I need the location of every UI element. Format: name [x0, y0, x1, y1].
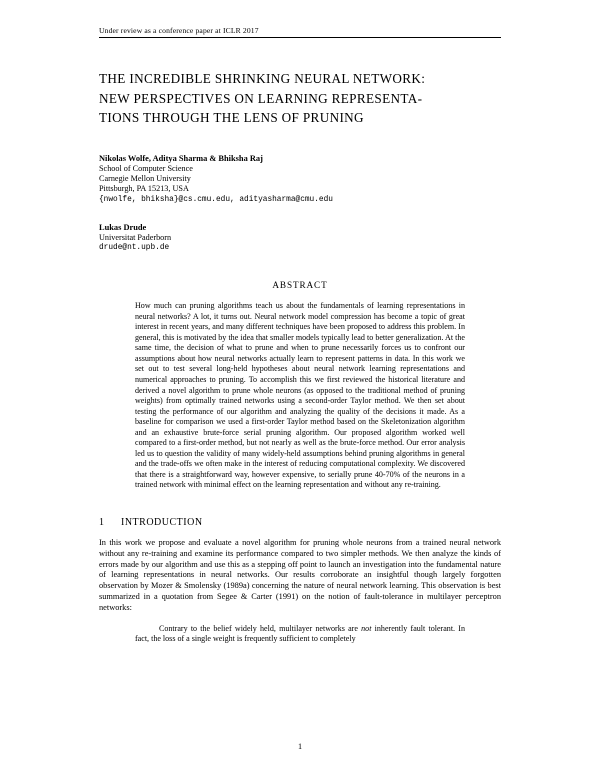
section-number: 1 — [99, 516, 105, 528]
author-affiliation-1-line-3: Pittsburgh, PA 15213, USA — [99, 184, 189, 194]
author-list — [99, 153, 501, 255]
title-line-2-text: NEW PERSPECTIVES ON LEARNING REPRESENTA- — [99, 90, 423, 106]
section-heading-introduction — [99, 517, 501, 528]
quote-text-part2: inherently fault tolerant. In fact, the loss of a single weight is frequently sufficient to completely — [135, 623, 465, 644]
author-emails-1: {nwolfe, bhiksha}@cs.cmu.edu, adityasharma@cmu.edu — [99, 195, 333, 204]
author-names-1: Nikolas Wolfe, Aditya Sharma & Bhiksha Raj — [99, 153, 263, 163]
title-line-1-text: THE INCREDIBLE SHRINKING NEURAL NETWORK: — [99, 71, 426, 86]
section-paragraph-1: In this work we propose and evaluate a novel algorithm for pruning whole neurons from a trained neural network without any re-training and examine its performance compared to two simpler methods. We then analyze the kinds of errors made by our algorithm and use this as a stepping off point to launch an investigation into the fundamental nature of learning representations in neural networks. Our results corroborate an insightful though largely forgotten observation by Mozer & Smolensky (1989a) concerning the nature of neural network learning. This observation is best summarized in a quotation from Segee & Carter (1991) on the notion of fault-tolerance in multilayer perceptron networks: — [99, 537, 501, 612]
page-number: 1 — [297, 742, 303, 751]
author-affiliation-1-line-1: School of Computer Science — [99, 163, 193, 173]
author-block-2 — [99, 222, 501, 254]
title-line-3 — [99, 108, 501, 128]
block-quote — [135, 624, 465, 645]
author-affiliation-2-line-1: Universitat Paderborn — [99, 232, 172, 242]
running-head: Under review as a conference paper at ICLR 2017 — [99, 26, 501, 38]
quote-emphasis: not — [361, 623, 372, 633]
author-emails-2: drude@nt.upb.de — [99, 244, 170, 253]
quote-text-part1: Contrary to the belief widely held, multilayer networks are — [159, 623, 362, 633]
author-names-2: Lukas Drude — [99, 222, 147, 232]
title-line-2 — [99, 89, 501, 109]
title-line-3-text: TIONS THROUGH THE LENS OF PRUNING — [99, 110, 364, 125]
title-line-1 — [99, 69, 501, 89]
abstract-body: How much can pruning algorithms teach us about the fundamentals of learning representations in neural networks? A lot, it turns out. Neural network model compression has become a topic of great interest in recent years, and many different techniques have been proposed to address this problem. In general, this is motivated by the idea that smaller models typically lead to better generalization. At the same time, the decision of what to prune and when to prune necessarily forces us to confront our assumptions about how neural networks actually learn to represent patterns in data. In this work we set out to test several long-held hypotheses about neural network learning representations and numerical approaches to pruning. To accomplish this we first reviewed the historical literature and derived a novel algorithm to prune whole neurons (as opposed to the traditional method of pruning weights) from optimally trained networks using a second-order Taylor method. We then set about testing the performance of our algorithm and analyzing the quality of the decisions it made. As a baseline for comparison we used a first-order Taylor method based on the Skeletonization algorithm and an exhaustive brute-force serial pruning algorithm. Our proposed algorithm worked well compared to a first-order method, but not nearly as well as the brute-force method. Our error analysis led us to question the validity of many widely-held assumptions behind pruning algorithms in general and the trade-offs we often make in the interest of reducing computational complexity. We discovered that there is a straightforward way, however expensive, to serially prune 40-70% of the neurons in a trained network with minimal effect on the learning representation and without any re-training. — [135, 301, 465, 490]
author-block-1 — [99, 153, 501, 206]
section-title: INTRODUCTION — [121, 516, 203, 528]
paper-content-column — [99, 26, 501, 645]
abstract-heading: ABSTRACT — [272, 280, 328, 291]
page-title — [99, 69, 501, 128]
author-affiliation-1-line-2: Carnegie Mellon University — [99, 173, 191, 183]
